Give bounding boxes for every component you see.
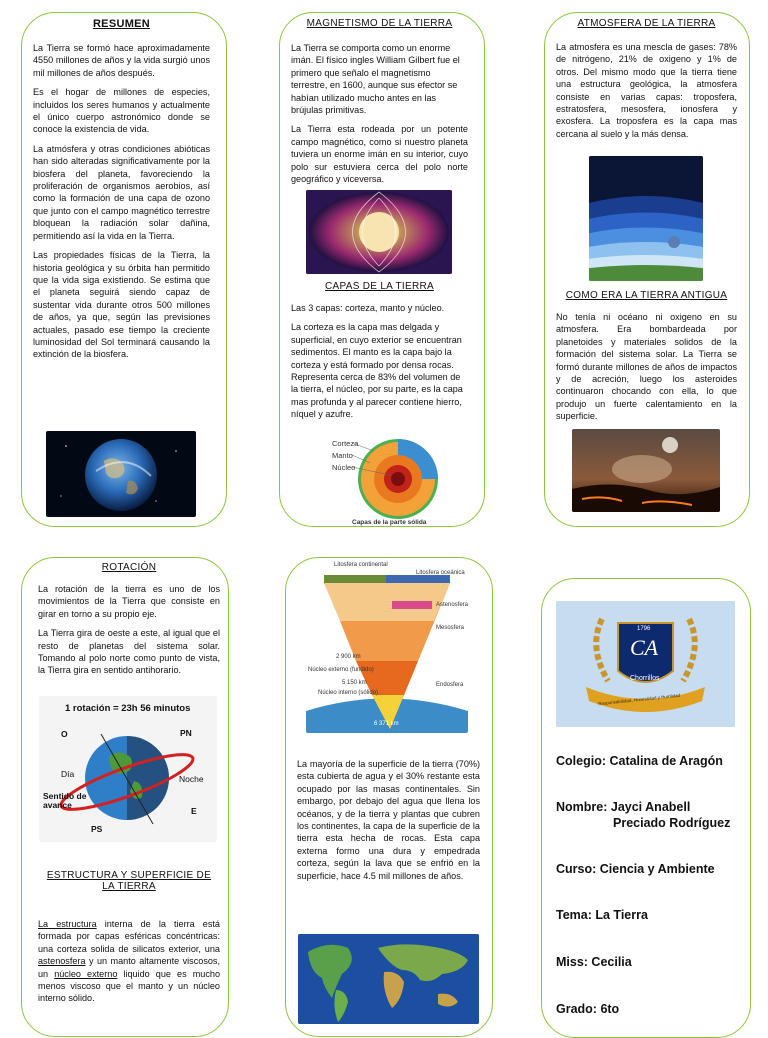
rotation-label-noche: Noche: [179, 774, 204, 784]
resumen-p2: Es el hogar de millones de especies, incluidos los seres humanos y actualmente el único cuerpo astronómico donde se conoce la existencia de vida.: [33, 87, 210, 135]
estructura-text: [38, 918, 220, 1005]
magnetismo-p2: La Tierra esta rodeada por un potente campo magnético, como si nuestro planeta tuviera un enorme imán en su interior, cuyo polo sur estuviera cerca del polo norte geográfico y viceversa.: [291, 124, 468, 185]
antigua-content: [556, 290, 737, 430]
ancient-earth-image: [572, 429, 720, 512]
magnetic-field-image: [306, 190, 452, 274]
atmosfera-content: [556, 18, 737, 147]
atmosfera-title: ATMOSFERA DE LA TIERRA: [577, 18, 716, 29]
rotation-label-e: E: [191, 806, 197, 816]
capas-caption: Capas de la parte sólida: [352, 519, 427, 526]
earth-structure-diagram: [306, 561, 468, 733]
estructura-title: ESTRUCTURA Y SUPERFICIE DE LA TIERRA: [46, 870, 212, 892]
earth-image: [46, 431, 196, 517]
rotacion-p1: La rotación de la tierra es uno de los movimientos de la Tierra que consiste en girar en torno a su propio eje.: [38, 584, 220, 619]
rotacion-title: ROTACIÓN: [101, 562, 157, 573]
capas-content: [291, 281, 468, 428]
resumen-p3: La atmósfera y otras condiciones abióticas han sido alteradas significativamente por la biosfera del planeta, favoreciendo la proliferación de organismos aerobios, así como la formación de una capa de ozono que junto con el campo magnético terrestre bloquean la radiación solar dañina, permitiendo así la vida en la Tierra.: [33, 143, 210, 241]
ancient-earth-graphic: [572, 429, 720, 512]
world-map-image: [298, 934, 479, 1024]
estructura-content: [38, 870, 220, 1012]
rotation-label-sentido: Sentido de avance: [43, 791, 87, 810]
struct-label-endosfera: Endosfera: [436, 682, 464, 688]
struct-label-nucleo-int: Núcleo interno (sólido): [318, 690, 379, 696]
logo-initials: CA: [630, 635, 659, 660]
struct-label-meso: Mesosfera: [436, 625, 465, 631]
atmosphere-layers-graphic: [589, 156, 703, 281]
estructura-lead: La estructura: [38, 919, 97, 929]
rotation-diagram: [39, 696, 217, 842]
rotacion-content: [38, 562, 220, 684]
resumen-title: RESUMEN: [92, 18, 151, 30]
info-colegio: Colegio: Catalina de Aragón: [556, 754, 723, 768]
struct-label-lito-oce: Litosfera oceánica: [416, 570, 465, 576]
resumen-content: [33, 18, 210, 368]
rotacion-p2: La Tierra gira de oeste a este, al igual que el resto de planetas del sistema solar. Tomando al polo norte como punto de vista, la Tierra gira en sentido antihorario.: [38, 628, 220, 676]
atmosfera-p1: La atmosfera es una mescla de gases: 78% de nitrógeno, 21% de oxigeno y 1% de otros. Del mismo modo que la tierra tiene una estructura geológica, la atmosfera consiste en varias capas: troposfera, estratosfera, mesosfera, ionosfera y exosfera. La troposfera es la capa mas cercana al suelo y la más densa.: [556, 42, 737, 139]
school-crest-graphic: [556, 601, 735, 727]
struct-label-5150: 5 150 km: [342, 680, 367, 686]
struct-label-6371: 6 371 km: [374, 721, 399, 727]
estructura-nucleo-externo: núcleo externo: [54, 968, 118, 979]
earth-structure-graphic: [306, 561, 468, 733]
estructura-text-b: y un manto altamente viscosos, un: [38, 956, 220, 979]
antigua-p1: No tenía ni océano ni oxigeno en su atmosfera. Era bombardeada por planetoides y materiales solidos de la formación del sistema solar. La Tierra se formó durante millones de años de impactos y de acreción, luego los asteroides continuaron chocando con ella, lo que produjo un fuerte calentamiento en la superficie.: [556, 312, 737, 422]
rotation-label-o: O: [61, 729, 68, 739]
info-nombre-apellidos: Preciado Rodríguez: [613, 816, 731, 830]
capas-p2: La corteza es la capa mas delgada y superficial, en cuyo exterior se encuentran sedimentos. El manto es la capa bajo la corteza y está formado por densa rocas. Representa cerca de 83% del volumen de la tierra, el núcleo, por su parte, es la capa mas profunda y al parecer contiene hierro, níquel y azufre.: [291, 322, 463, 420]
info-tema: Tema: La Tierra: [556, 908, 648, 922]
rotation-label-dia: Día: [61, 769, 75, 779]
magnetismo-p1: La Tierra se comporta como un enorme imán. El físico ingles William Gilbert fue el primero que señalo el magnetismo terrestre, en 1600, aunque sus efector se habían utilizado mucho antes en las brújulas primitivas.: [291, 43, 460, 116]
capas-label-corteza: Corteza: [332, 439, 359, 448]
info-curso: Curso: Ciencia y Ambiente: [556, 862, 715, 876]
resumen-p4: Las propiedades físicas de la Tierra, la historia geológica y su órbita han permitido que la vida siga existiendo. Se estima que el planeta seguirá siendo capaz de sustentar vida durante otros 500 millones de años, ya que, según las previsiones actuales, pasado ese tiempo la creciente luminosidad del Sol terminará causando la extinción de la biosfera.: [33, 250, 210, 360]
world-map-graphic: [298, 934, 479, 1024]
logo-year: 1796: [637, 626, 651, 632]
struct-label-2900: 2 900 km: [336, 654, 361, 660]
superficie-p1: La mayoría de la superficie de la tierra (70%) esta cubierta de agua y el 30% restante esta ocupado por las masas continentales. Sin embargo, por debajo del agua que llena los océanos, y de la tierra y plantas que cubren los continentes, la capa de la superficie de la tierra esta hecha de rocas. Esta capa externa formo una dura y empedrada corteza, según la lava que se enfrió en la superficie, hace 4.5 mil millones de años.: [297, 759, 480, 881]
magnetismo-content: [291, 18, 468, 192]
earth-layers-image: [330, 437, 440, 527]
rotation-header: 1 rotación = 23h 56 minutos: [65, 703, 191, 714]
school-logo: [556, 601, 735, 727]
logo-motto: Responsabilidad, Honestidad y Humildad: [597, 692, 681, 707]
info-grado: Grado: 6to: [556, 1002, 620, 1016]
struct-label-lito-cont: Litosfera continental: [334, 562, 388, 568]
atmosphere-layers-image: [589, 156, 703, 281]
antigua-title: COMO ERA LA TIERRA ANTIGUA: [565, 290, 728, 301]
magnetismo-title: MAGNETISMO DE LA TIERRA: [306, 18, 453, 29]
earth-globe-graphic: [46, 431, 196, 517]
estructura-text-c: liquido que es mucho menos viscoso que el manto y un núcleo interno sólido.: [38, 968, 221, 1004]
superficie-content: [297, 758, 480, 889]
logo-town: Chorrillos: [630, 675, 660, 682]
capas-label-manto: Manto: [332, 451, 353, 460]
capas-p1: Las 3 capas: corteza, manto y núcleo.: [291, 303, 445, 313]
estructura-text-a: interna de la tierra está formada por capas esféricas concéntricas: una corteza solida de silicatos exterior, una: [38, 919, 220, 954]
rotation-label-pn: PN: [180, 728, 192, 738]
capas-title: CAPAS DE LA TIERRA: [325, 281, 434, 292]
rotation-label-ps: PS: [91, 824, 103, 834]
struct-label-asteno: Astenosfera: [436, 602, 468, 608]
capas-label-nucleo: Núcleo: [332, 463, 356, 472]
struct-label-nucleo-ext: Núcleo externo (fundido): [308, 667, 374, 673]
estructura-astenosfera: astenosfera: [38, 956, 86, 967]
resumen-p1: La Tierra se formó hace aproximadamente 4550 millones de años y la vida surgió unos mil millones de años después.: [33, 43, 210, 78]
magnetic-field-graphic: [306, 190, 452, 274]
info-miss: Miss: Cecilia: [556, 955, 632, 969]
info-nombre: Nombre: Jayci Anabell: [556, 800, 691, 814]
